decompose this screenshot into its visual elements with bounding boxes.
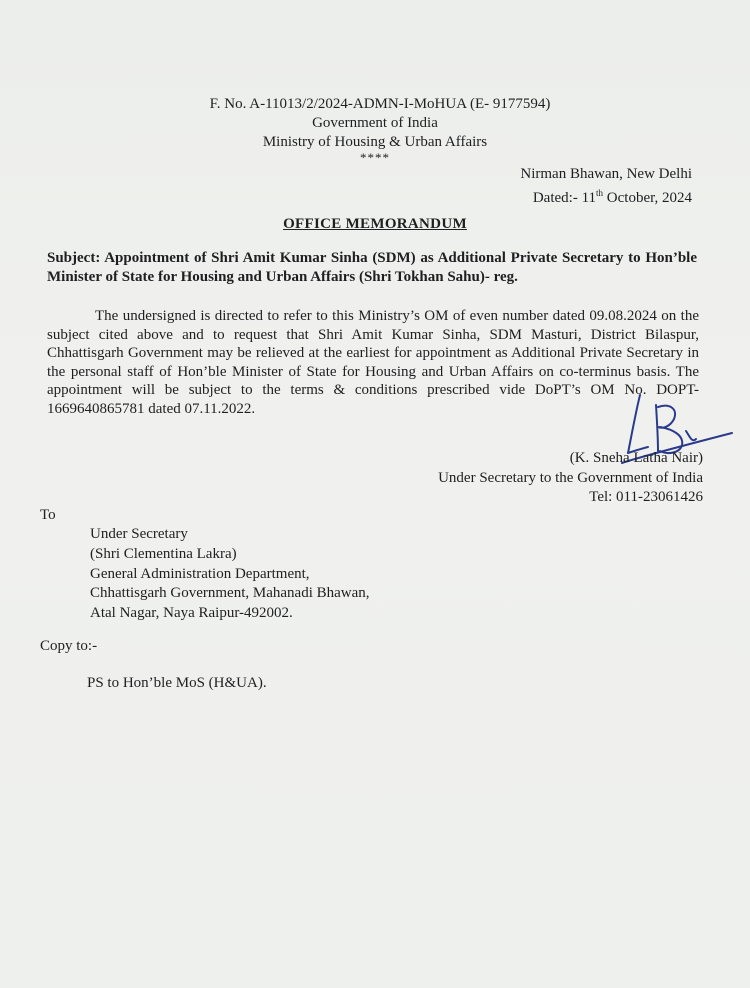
signatory-block (438, 449, 703, 508)
date-prefix: Dated:- 11 (532, 190, 597, 206)
ministry-name: Ministry of Housing & Urban Affairs (262, 134, 488, 150)
signatory-name: (K. Sneha Latha Nair) (569, 450, 703, 466)
place-and-date (520, 165, 692, 208)
address-line: General Administration Department, (90, 565, 310, 582)
file-number: F. No. A-11013/2/2024-ADMN-I-MoHUA (E- 9177594) (209, 96, 551, 112)
document-header (0, 95, 750, 164)
copy-to-item: PS to Hon’ble MoS (H&UA). (87, 675, 267, 691)
copy-to-label: Copy to:- (40, 638, 98, 654)
memo-title: OFFICE MEMORANDUM (283, 216, 467, 232)
address-line: (Shri Clementina Lakra) (90, 545, 237, 562)
address-line: Chhattisgarh Government, Mahanadi Bhawan, (90, 585, 370, 602)
signatory-designation: Under Secretary to the Government of India (438, 469, 703, 486)
address-line: Under Secretary (90, 526, 188, 542)
memo-body: The undersigned is directed to refer to this Ministry’s OM of even number dated 09.08.2024 on the subject cited above and to request that Shri Amit Kumar Sinha, SDM Masturi, District Bilaspur, Chhattisgarh Government may be relieved at the earliest for appointment as Additional Private Secretary in the personal staff of Hon’ble Minister of State for Housing and Urban Affairs on co-terminus basis. The appointment will be subject to the terms & conditions prescribed vide DoPT’s OM No. DOPT-1669640865781 dated 07.11.2022. (47, 308, 699, 417)
memo-subject: Subject: Appointment of Shri Amit Kumar Sinha (SDM) as Additional Private Secretary to Hon’ble Minister of State for Housing and Urban Affairs (Shri Tokhan Sahu)- reg. (47, 250, 697, 285)
date-line (520, 184, 692, 208)
place-location: Nirman Bhawan, New Delhi (520, 166, 692, 182)
signatory-telephone: Tel: 011-23061426 (589, 489, 703, 505)
address-line: Atal Nagar, Naya Raipur-492002. (90, 605, 293, 622)
header-stars: **** (360, 150, 390, 165)
date-suffix: October, 2024 (603, 190, 692, 206)
date-ordinal: th (596, 188, 604, 198)
to-label: To (40, 507, 56, 523)
recipient-address (90, 525, 370, 624)
government-name: Government of India (312, 115, 438, 131)
